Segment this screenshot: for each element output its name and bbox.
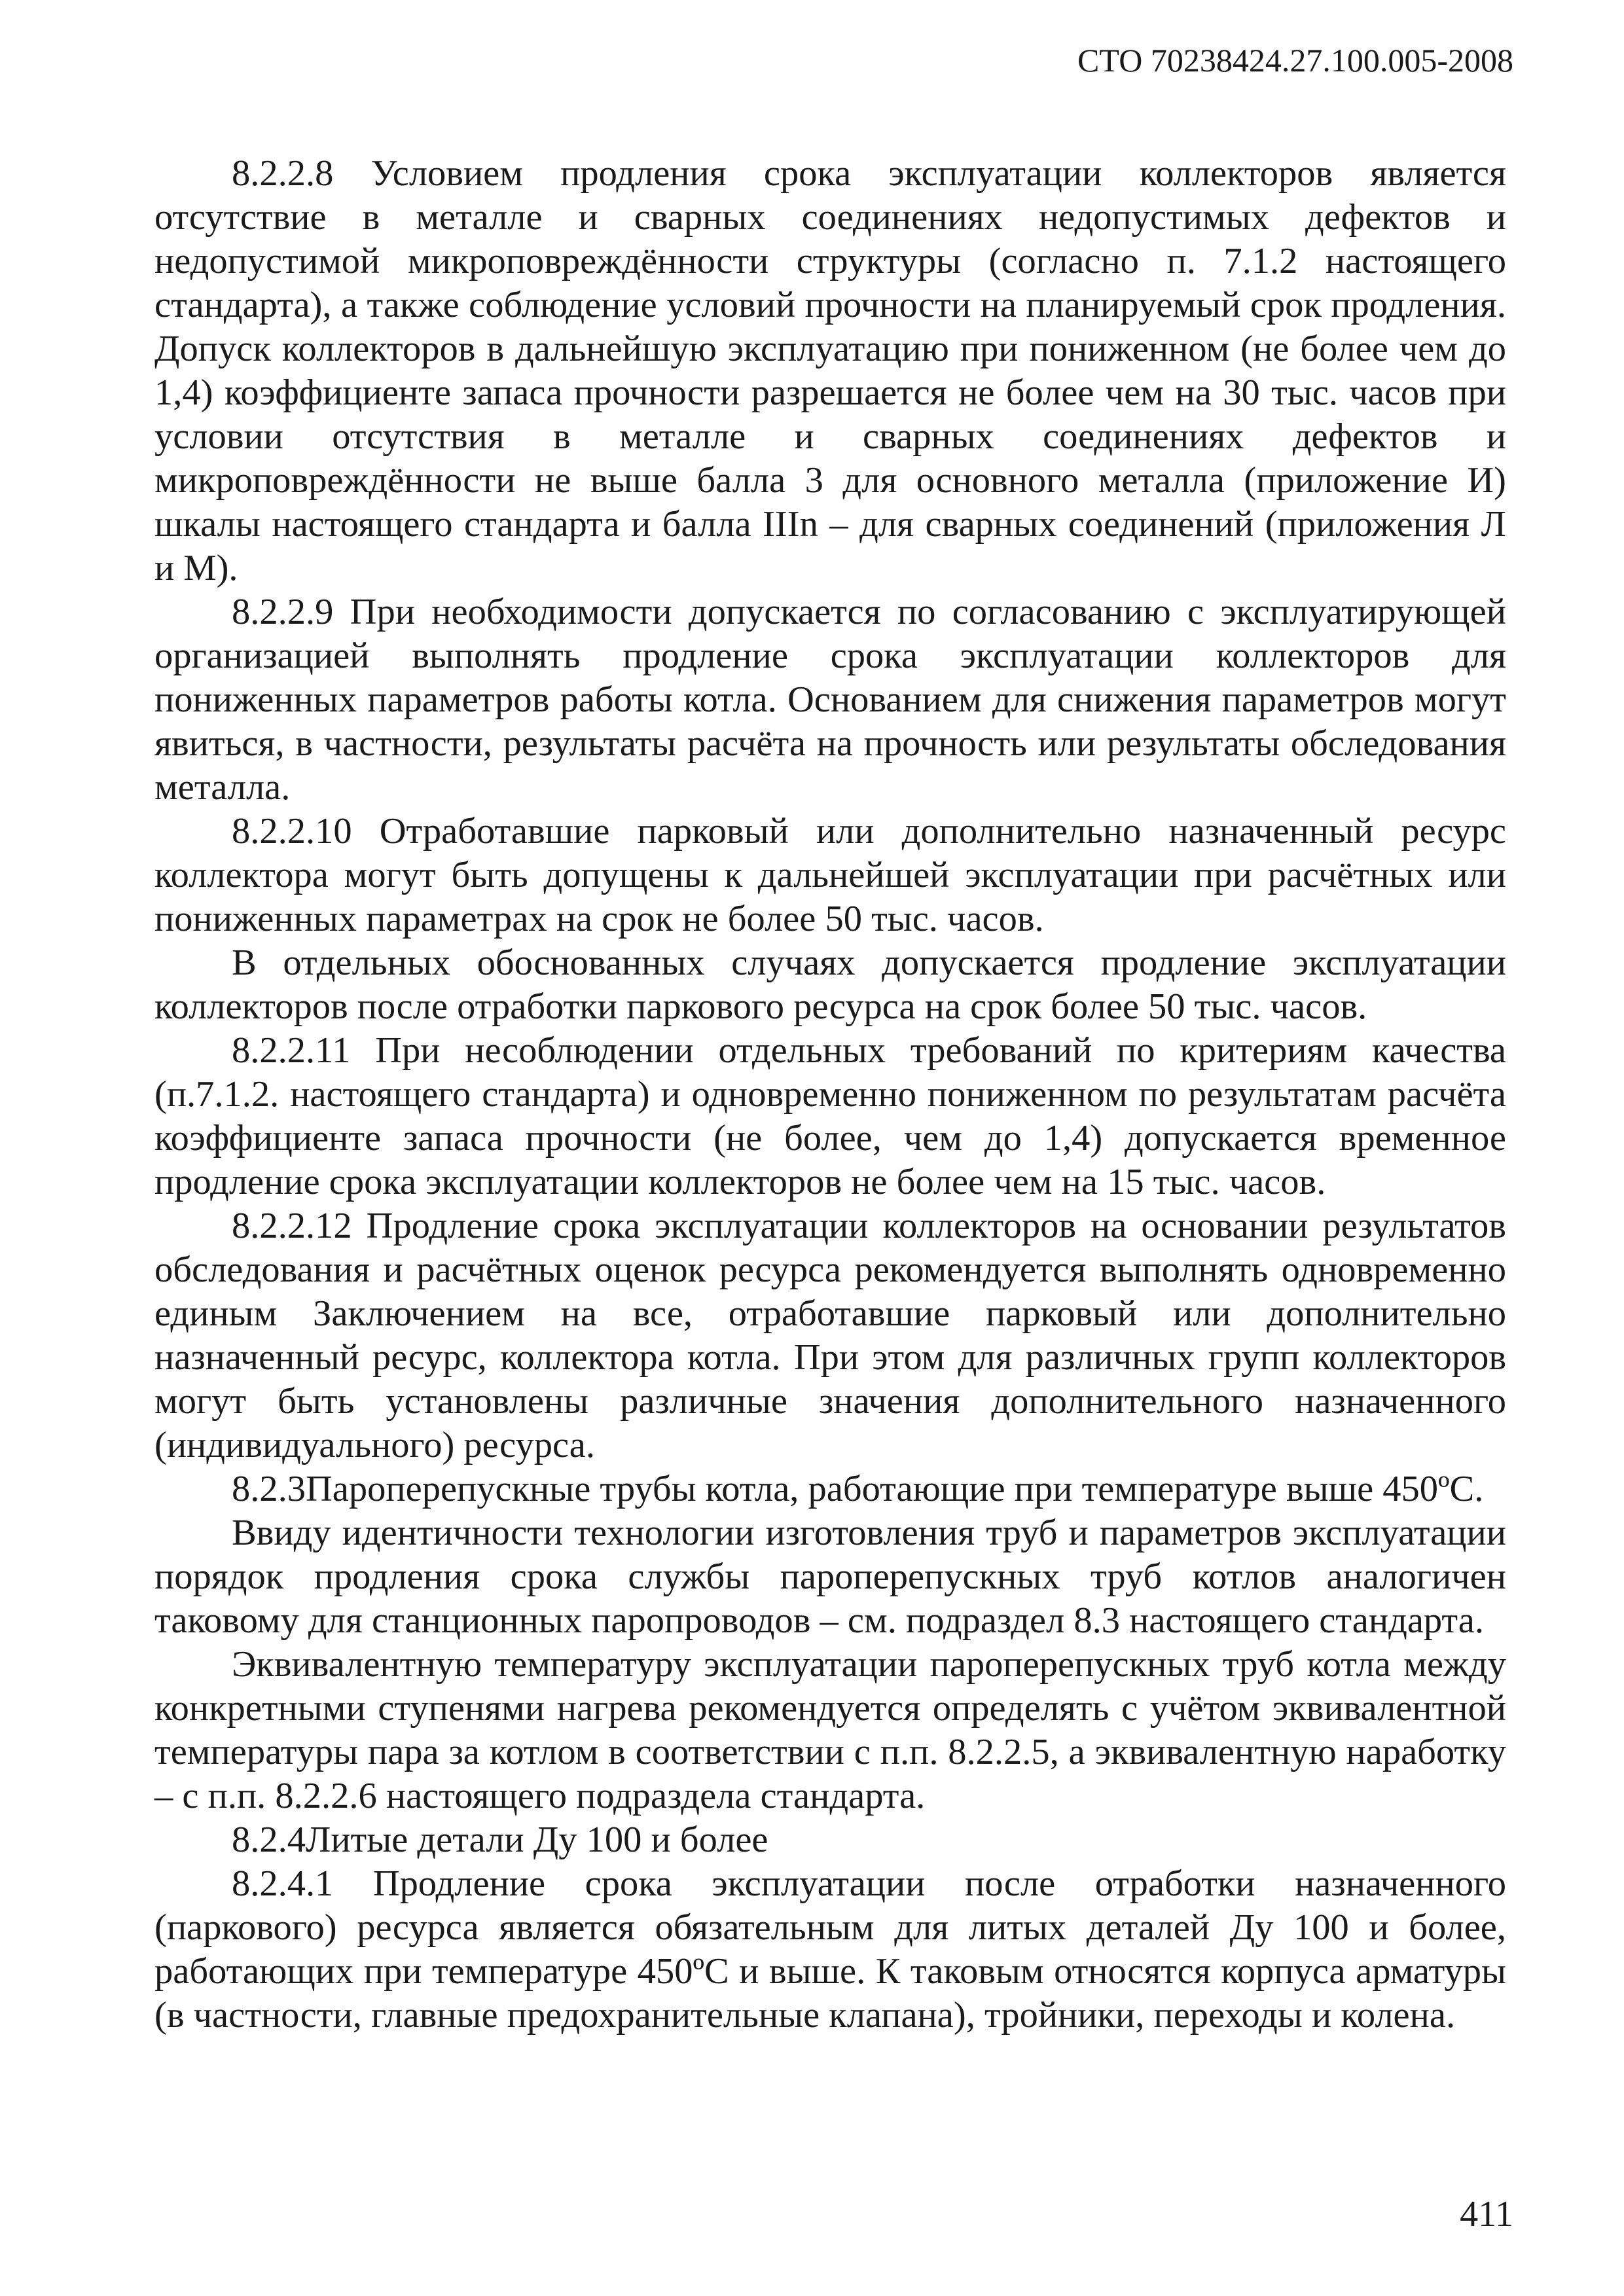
paragraph-8-2-2-10: 8.2.2.10 Отработавшие парковый или дополнительно назначенный ресурс коллектора могут быть допущены к дальнейшей эксплуатации при расчётных или пониженных параметрах на срок не более 50 тыс. часов. <box>154 811 1506 939</box>
paragraph-8-2-2-11: 8.2.2.11 При несоблюдении отдельных требований по критериям качества (п.7.1.2. настоящего стандарта) и одновременно пониженном по результатам расчёта коэффициенте запаса прочности (не более, чем до 1,4) допускается временное продление срока эксплуатации коллекторов не более чем на 15 тыс. часов. <box>154 1030 1506 1202</box>
document-standard-code: СТО 70238424.27.100.005-2008 <box>1077 42 1513 79</box>
paragraph-8-2-2-9: 8.2.2.9 При необходимости допускается по согласованию с эксплуатирующей организацией выполнять продление срока эксплуатации коллекторов для пониженных параметров работы котла. Основанием для снижения параметров могут явиться, в частности, результаты расчёта на прочность или результаты обследования металла. <box>154 592 1506 808</box>
paragraph-8-2-2-8: 8.2.2.8 Условием продления срока эксплуатации коллекторов является отсутствие в металле и сварных соединениях недопустимых дефектов и недопустимой микроповреждённости структуры (согласно п. 7.1.2 настоящего стандарта), а также соблюдение условий прочности на планируемый срок продления. Допуск коллекторов в дальнейшую эксплуатацию при пониженном (не более чем до 1,4) коэффициенте запаса прочности разрешается не более чем на 30 тыс. часов при условии отсутствия в металле и сварных соединениях дефектов и микроповреждённости не выше балла 3 для основного металла (приложение И) шкалы настоящего стандарта и балла IIIn – для сварных соединений (приложения Л и М). <box>154 153 1506 588</box>
paragraph-extension-note: В отдельных обоснованных случаях допускается продление эксплуатации коллекторов после отработки паркового ресурса на срок более 50 тыс. часов. <box>154 942 1506 1027</box>
section-heading-8-2-3: 8.2.3Пароперепускные трубы котла, работающие при температуре выше 450ºС. <box>232 1469 1484 1509</box>
document-body <box>154 152 1506 2037</box>
page-number: 411 <box>1460 2194 1513 2234</box>
paragraph-8-2-2-12: 8.2.2.12 Продление срока эксплуатации коллекторов на основании результатов обследования и расчётных оценок ресурса рекомендуется выполнять одновременно единым Заключением на все, отработавшие парковый или дополнительно назначенный ресурс, коллектора котла. При этом для различных групп коллекторов могут быть установлены различные значения дополнительного назначенного (индивидуального) ресурса. <box>154 1206 1506 1465</box>
section-heading-8-2-4: 8.2.4Литые детали Ду 100 и более <box>232 1820 768 1860</box>
paragraph-8-2-4-1: 8.2.4.1 Продление срока эксплуатации после отработки назначенного (паркового) ресурса является обязательным для литых деталей Ду 100 и более, работающих при температуре 450ºС и выше. К таковым относятся корпуса арматуры (в частности, главные предохранительные клапана), тройники, переходы и колена. <box>154 1863 1506 2036</box>
paragraph-steam-pipes-procedure: Ввиду идентичности технологии изготовления труб и параметров эксплуатации порядок продления срока службы пароперепускных труб котлов аналогичен таковому для станционных паропроводов – см. подраздел 8.3 настоящего стандарта. <box>154 1513 1506 1641</box>
paragraph-equivalent-temperature: Эквивалентную температуру эксплуатации пароперепускных труб котла между конкретными ступенями нагрева рекомендуется определять с учётом эквивалентной температуры пара за котлом в соответствии с п.п. 8.2.2.5, а эквивалентную наработку – с п.п. 8.2.2.6 настоящего подраздела стандарта. <box>154 1644 1506 1816</box>
